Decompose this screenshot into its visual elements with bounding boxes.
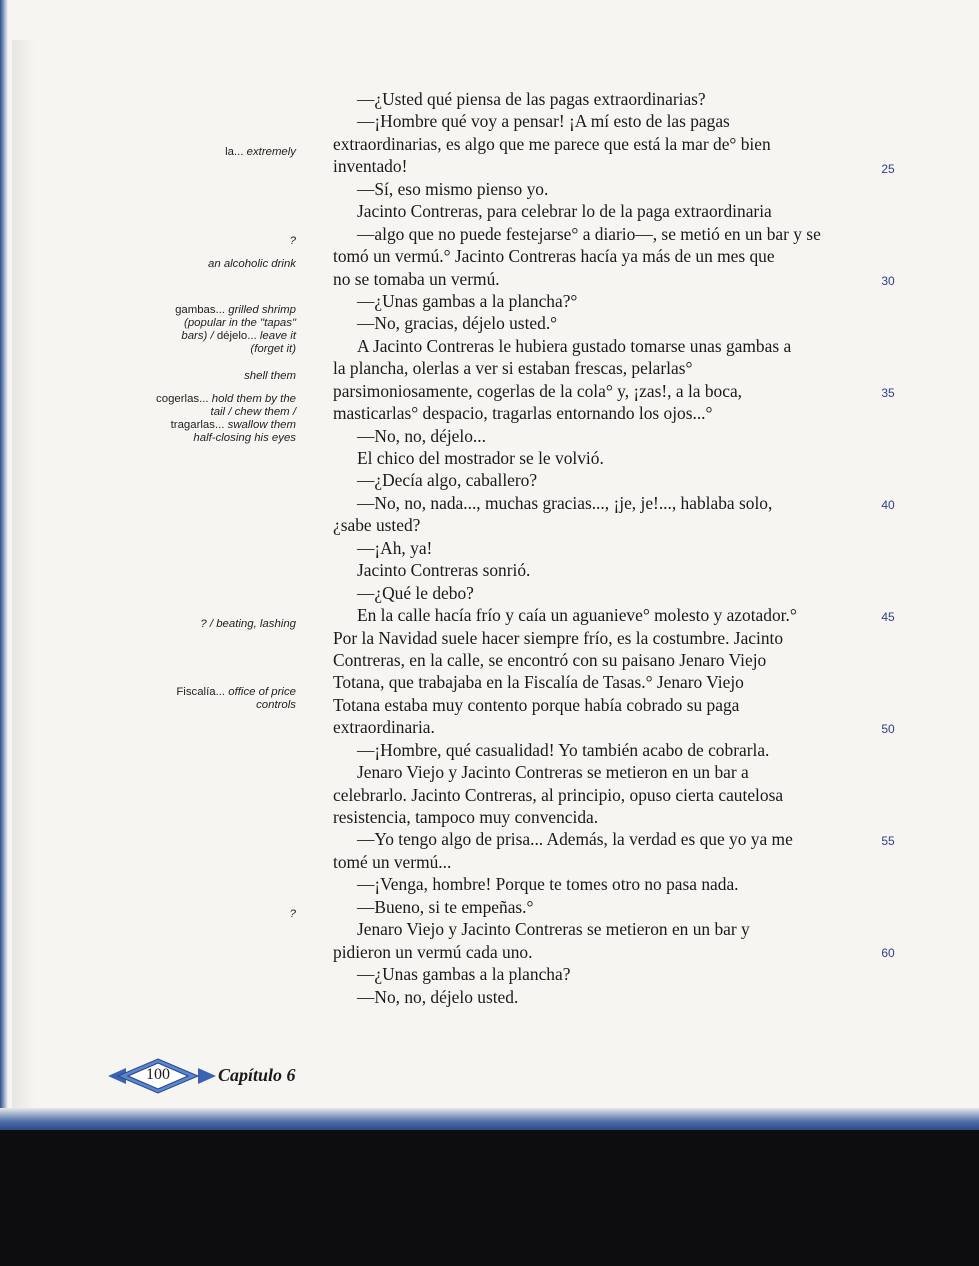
gloss-line — [106, 393, 296, 406]
text-line: la plancha, olerlas a ver si estaban frescas, pelarlas° — [333, 358, 693, 379]
text-line: pidieron un vermú cada uno. — [333, 941, 533, 962]
text-line: Totana, que trabajaba en la Fiscalía de Tasas.° Jenaro Viejo — [333, 672, 744, 693]
line-number: 25 — [881, 162, 895, 176]
gloss-vermu — [106, 258, 296, 271]
gloss-line: tail / chew them / — [210, 406, 296, 418]
text-line: Totana estaba muy contento porque había cobrado su paga — [333, 694, 740, 715]
gloss-definition: extremely — [246, 146, 296, 158]
gloss-definition: grilled shrimp — [228, 304, 296, 316]
text-line: ¿sabe usted? — [333, 515, 421, 536]
text-line: En la calle hacía frío y caía un aguanieve° molesto y azotador.° — [357, 605, 797, 626]
gloss-definition: ? — [289, 235, 296, 247]
text-line: Por la Navidad suele hacer siempre frío, es la costumbre. Jacinto — [333, 627, 784, 648]
text-line: —algo que no puede festejarse° a diario—, se metió en un bar y se — [357, 223, 821, 244]
gloss-line: half-closing his eyes — [193, 432, 296, 444]
scanner-background — [0, 1130, 979, 1266]
text-line: —Bueno, si te empeñas.° — [357, 896, 534, 917]
line-number: 40 — [881, 498, 895, 512]
text-line: —¡Ah, ya! — [357, 537, 433, 558]
text-line: —¡Hombre, qué casualidad! Yo también acabo de cobrarla. — [357, 739, 770, 760]
text-line: —¿Usted qué piensa de las pagas extraordinarias? — [357, 89, 706, 109]
gloss-line — [106, 686, 296, 699]
page-number: 100 — [146, 1066, 170, 1083]
story-text — [333, 88, 853, 1008]
gloss-pelarlas — [106, 370, 296, 383]
gloss-term: déjelo... — [216, 330, 257, 342]
line-number: 50 — [881, 722, 895, 736]
gloss-festejarse — [106, 235, 296, 248]
line-number: 35 — [881, 386, 895, 400]
text-line: Jenaro Viejo y Jacinto Contreras se metieron en un bar a — [357, 762, 749, 783]
chapter-label: Capítulo 6 — [218, 1065, 296, 1085]
text-line: no se tomaba un vermú. — [333, 268, 500, 289]
text-line: extraordinaria. — [333, 717, 435, 738]
gloss-term: tragarlas... — [170, 419, 225, 431]
text-line: extraordinarias, es algo que me parece que está la mar de° bien — [333, 133, 771, 154]
page-gutter-shadow — [12, 40, 36, 1120]
text-line: El chico del mostrador se le volvió. — [357, 448, 604, 468]
gloss-empenas — [106, 908, 296, 921]
text-line: —No, no, nada..., muchas gracias..., ¡je, je!..., hablaba solo, — [357, 492, 773, 513]
text-line: —¿Unas gambas a la plancha? — [357, 964, 571, 985]
text-line: Jacinto Contreras, para celebrar lo de la paga extraordinaria — [357, 201, 772, 222]
gloss-line — [106, 330, 296, 343]
gloss-gambas — [106, 304, 296, 356]
gloss-line: controls — [256, 699, 296, 711]
gloss-la-mar-de — [106, 146, 296, 159]
text-line: —¿Unas gambas a la plancha?° — [357, 290, 578, 311]
line-number: 60 — [881, 946, 895, 960]
line-number: 30 — [881, 274, 895, 288]
gloss-definition: bars) / — [181, 330, 214, 342]
gloss-definition: hold them by the — [211, 393, 296, 405]
text-line: celebrarlo. Jacinto Contreras, al principio, opuso cierta cautelosa — [333, 784, 784, 805]
gloss-fiscalia — [106, 686, 296, 712]
text-line: tomó un vermú.° Jacinto Contreras hacía ya más de un mes que — [333, 246, 775, 267]
gloss-term: cogerlas... — [156, 393, 209, 405]
gloss-aguanieve — [106, 618, 296, 631]
gloss-line — [106, 304, 296, 317]
gloss-term: gambas... — [175, 304, 226, 316]
text-line: —Yo tengo algo de prisa... Además, la verdad es que yo ya me — [357, 829, 793, 850]
text-line: —¿Qué le debo? — [357, 582, 474, 603]
text-line: —No, gracias, déjelo usted.° — [357, 313, 558, 334]
text-line: —¡Hombre qué voy a pensar! ¡A mí esto de las pagas — [357, 111, 730, 132]
gloss-definition: an alcoholic drink — [207, 258, 296, 270]
gloss-definition: ? / beating, lashing — [200, 618, 296, 630]
gloss-line: (popular in the "tapas" — [184, 317, 296, 329]
gloss-line — [106, 419, 296, 432]
text-line: resistencia, tampoco muy convencida. — [333, 807, 599, 827]
text-line: Jenaro Viejo y Jacinto Contreras se metieron en un bar y — [357, 919, 750, 940]
gloss-definition: shell them — [244, 370, 296, 382]
line-number: 45 — [881, 610, 895, 624]
gloss-line: (forget it) — [250, 343, 296, 355]
text-line: Contreras, en la calle, se encontró con su paisano Jenaro Viejo — [333, 649, 767, 670]
text-line: —No, no, déjelo... — [357, 425, 486, 446]
text-line: —No, no, déjelo usted. — [357, 986, 519, 1007]
gloss-definition: office of price — [228, 686, 296, 698]
book-cover-edge — [0, 1108, 979, 1130]
gloss-definition: leave it — [259, 330, 296, 342]
gloss-definition: ? — [289, 908, 296, 920]
text-line: inventado! — [333, 156, 408, 177]
gloss-definition: swallow them — [227, 419, 296, 431]
text-line: —¡Venga, hombre! Porque te tomes otro no pasa nada. — [357, 874, 739, 895]
gloss-term: Fiscalía... — [176, 686, 226, 698]
text-line: A Jacinto Contreras le hubiera gustado tomarse unas gambas a — [357, 335, 792, 356]
text-line: —¿Decía algo, caballero? — [357, 470, 538, 491]
text-line: Jacinto Contreras sonrió. — [357, 560, 531, 581]
line-number: 55 — [881, 834, 895, 848]
gloss-term: la... — [225, 146, 244, 158]
text-line: —Sí, eso mismo pienso yo. — [357, 178, 549, 199]
gloss-cogerlas — [106, 393, 296, 445]
text-line: tomé un vermú... — [333, 851, 452, 872]
text-line: parsimoniosamente, cogerlas de la cola° y, ¡zas!, a la boca, — [333, 380, 743, 401]
text-line: masticarlas° despacio, tragarlas entornando los ojos...° — [333, 403, 713, 424]
page-edge — [0, 0, 8, 1128]
